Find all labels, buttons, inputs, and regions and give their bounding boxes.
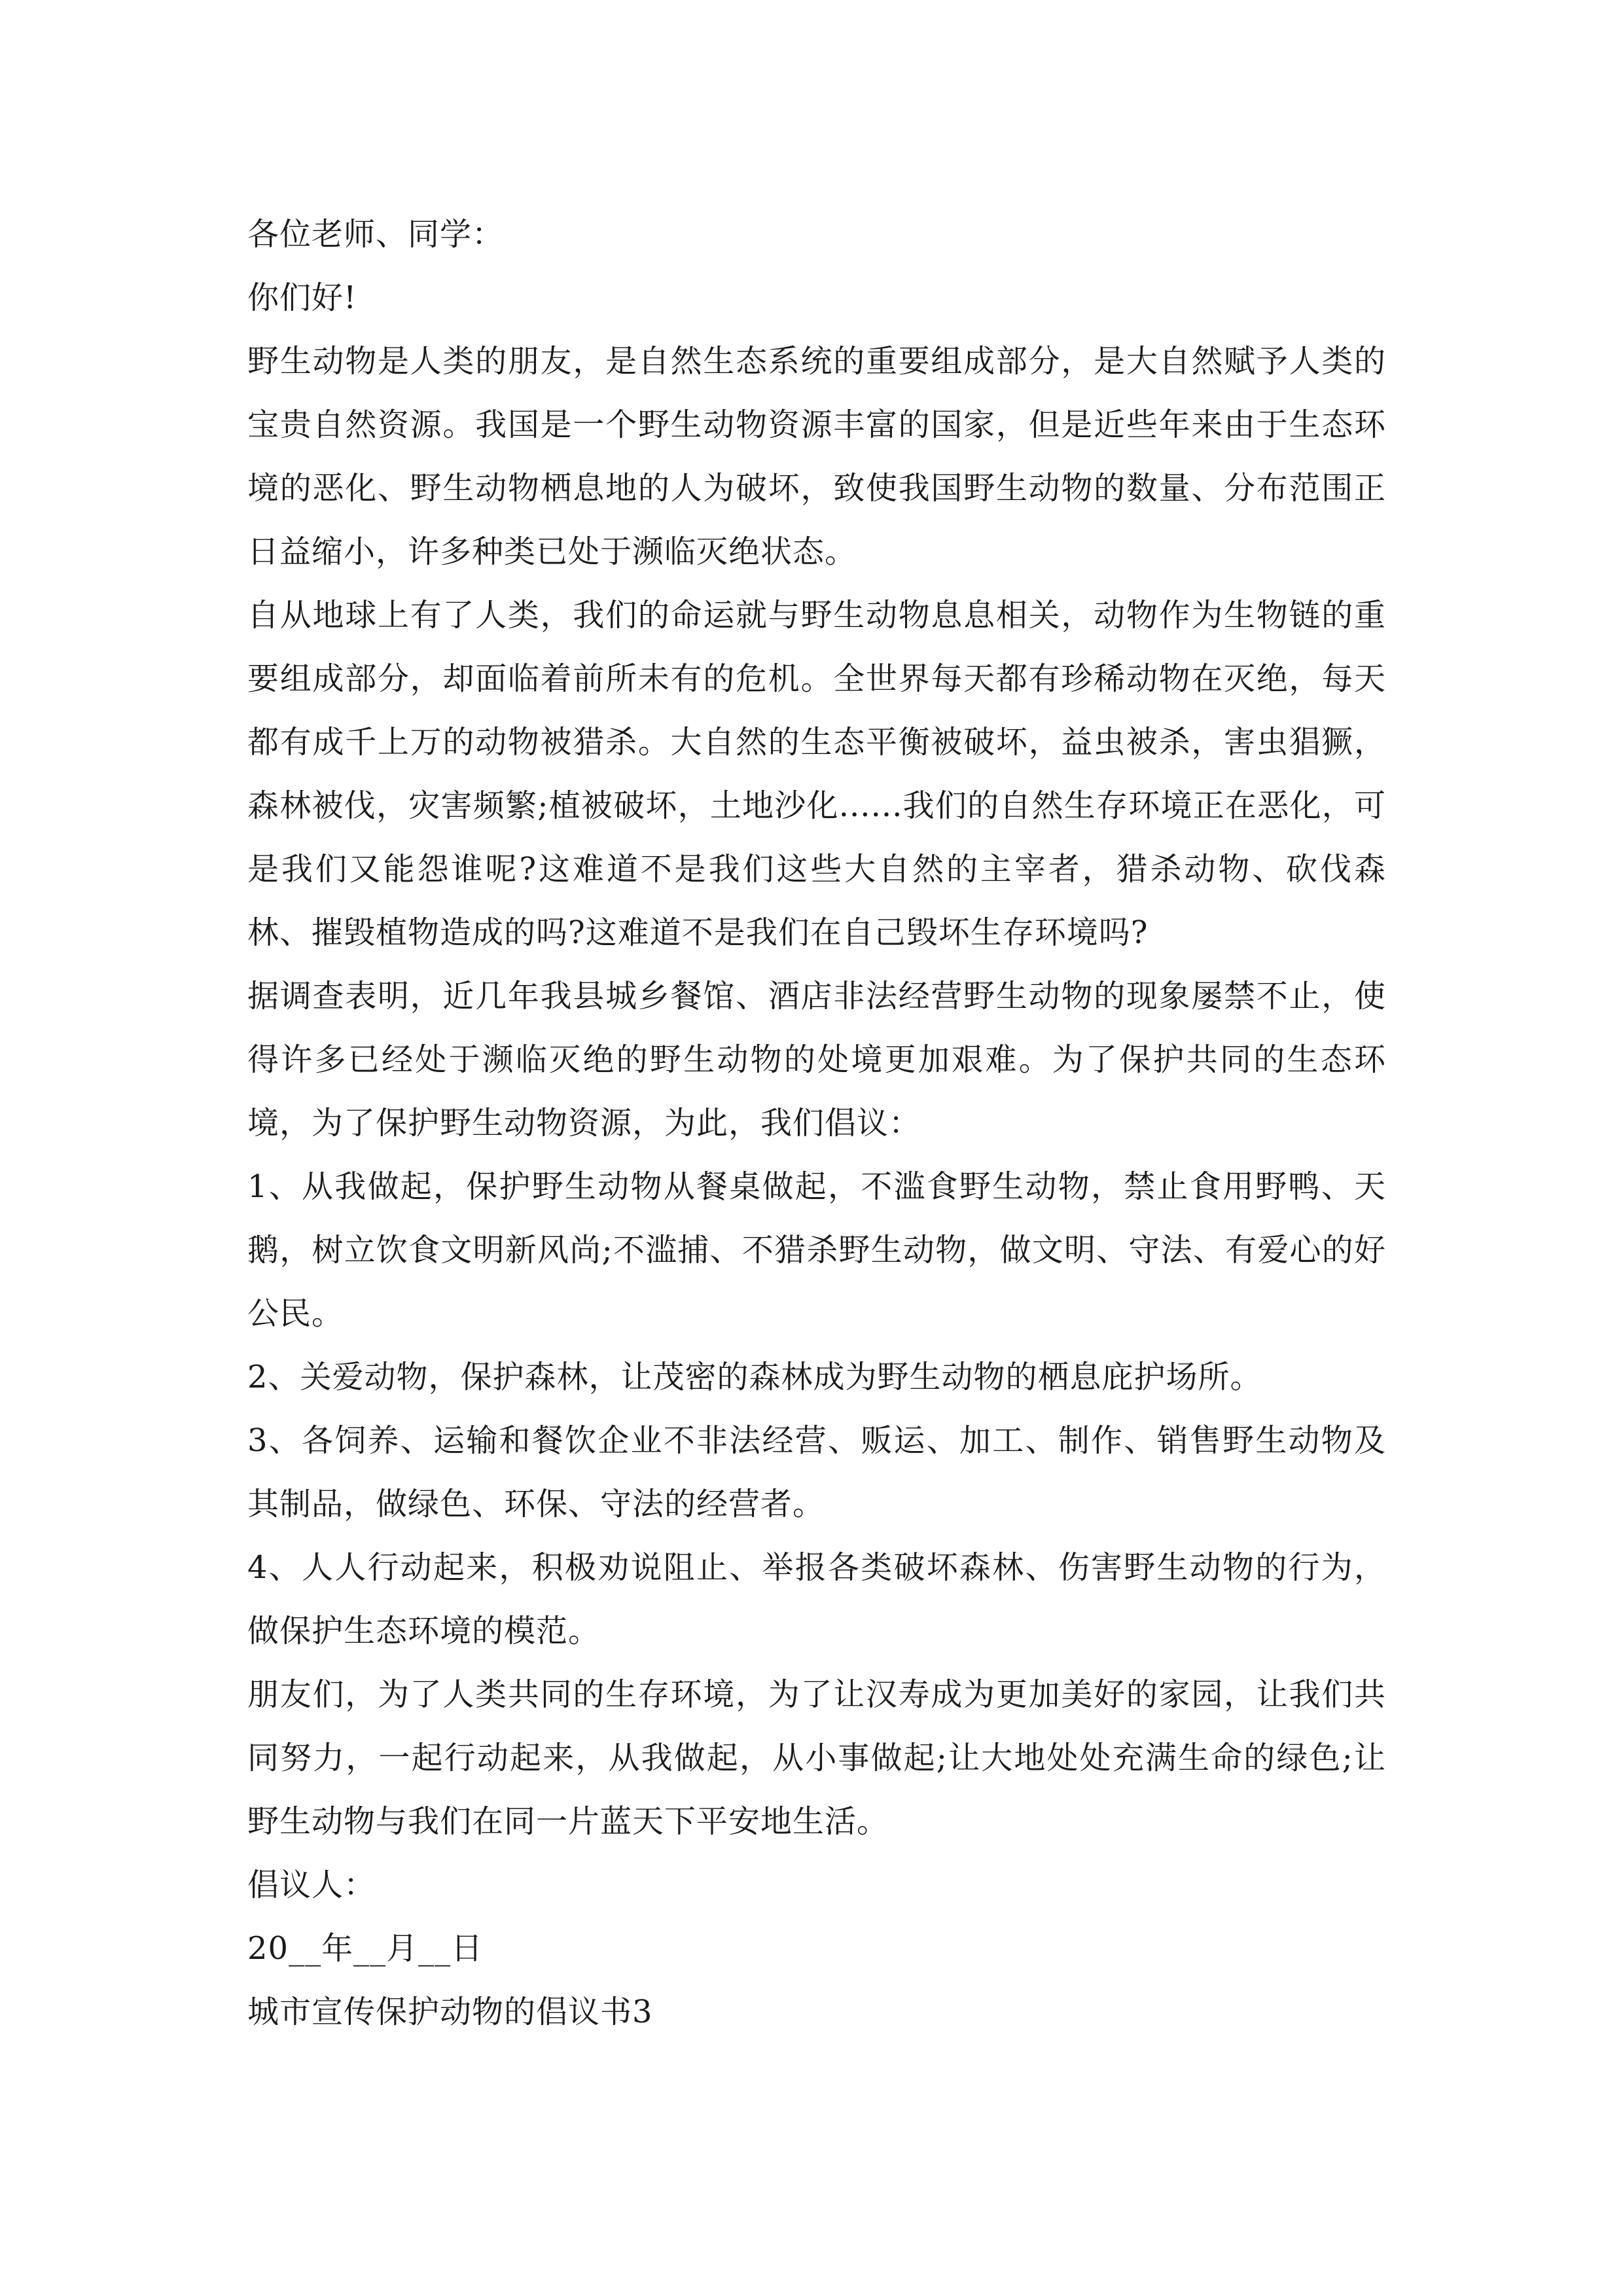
greeting: 你们好!: [247, 279, 357, 316]
signatory-label: 倡议人：: [247, 1867, 376, 1903]
paragraph-intro: 野生动物是人类的朋友，是自然生态系统的重要组成部分，是大自然赋予人类的宝贵自然资源。我国是一个野生动物资源丰富的国家，但是近些年来由于生态环境的恶化、野生动物栖息地的人为破坏，致使我国野生动物的数量、分布范围正日益缩小，许多种类已处于濒临灭绝状态。: [247, 343, 1386, 570]
proposal-item-3: 3、各饲养、运输和餐饮企业不非法经营、贩运、加工、制作、销售野生动物及其制品，做绿色、环保、守法的经营者。: [247, 1422, 1386, 1522]
proposal-item-2: 2、关爱动物，保护森林，让茂密的森林成为野生动物的栖息庇护场所。: [247, 1359, 1262, 1395]
date-line: 20__年__月__日: [247, 1930, 484, 1967]
next-section-title: 城市宣传保护动物的倡议书3: [247, 1994, 653, 2030]
proposal-item-4: 4、人人行动起来，积极劝说阻止、举报各类破坏森林、伤害野生动物的行为，做保护生态环境的模范。: [247, 1549, 1386, 1649]
proposal-item-1: 1、从我做起，保护野生动物从餐桌做起，不滥食野生动物，禁止食用野鸭、天鹅，树立饮食文明新风尚;不滥捕、不猎杀野生动物，做文明、守法、有爱心的好公民。: [247, 1168, 1386, 1332]
salutation: 各位老师、同学：: [247, 216, 505, 253]
document-body: [247, 203, 1386, 2044]
paragraph-survey: 据调查表明，近几年我县城乡餐馆、酒店非法经营野生动物的现象屡禁不止，使得许多已经处于濒临灭绝的野生动物的处境更加艰难。为了保护共同的生态环境，为了保护野生动物资源，为此，我们倡议：: [247, 978, 1386, 1141]
paragraph-crisis: 自从地球上有了人类，我们的命运就与野生动物息息相关，动物作为生物链的重要组成部分，却面临着前所未有的危机。全世界每天都有珍稀动物在灭绝，每天都有成千上万的动物被猎杀。大自然的生态平衡被破坏，益虫被杀，害虫猖獗，森林被伐，灾害频繁;植被破坏，土地沙化......我们的自然生存环境正在恶化，可是我们又能怨谁呢?这难道不是我们这些大自然的主宰者，猎杀动物、砍伐森林、摧毁植物造成的吗?这难道不是我们在自己毁坏生存环境吗?: [247, 597, 1386, 951]
closing-paragraph: 朋友们，为了人类共同的生存环境，为了让汉寿成为更加美好的家园，让我们共同努力，一起行动起来，从我做起，从小事做起;让大地处处充满生命的绿色;让野生动物与我们在同一片蓝天下平安地生活。: [247, 1676, 1386, 1840]
